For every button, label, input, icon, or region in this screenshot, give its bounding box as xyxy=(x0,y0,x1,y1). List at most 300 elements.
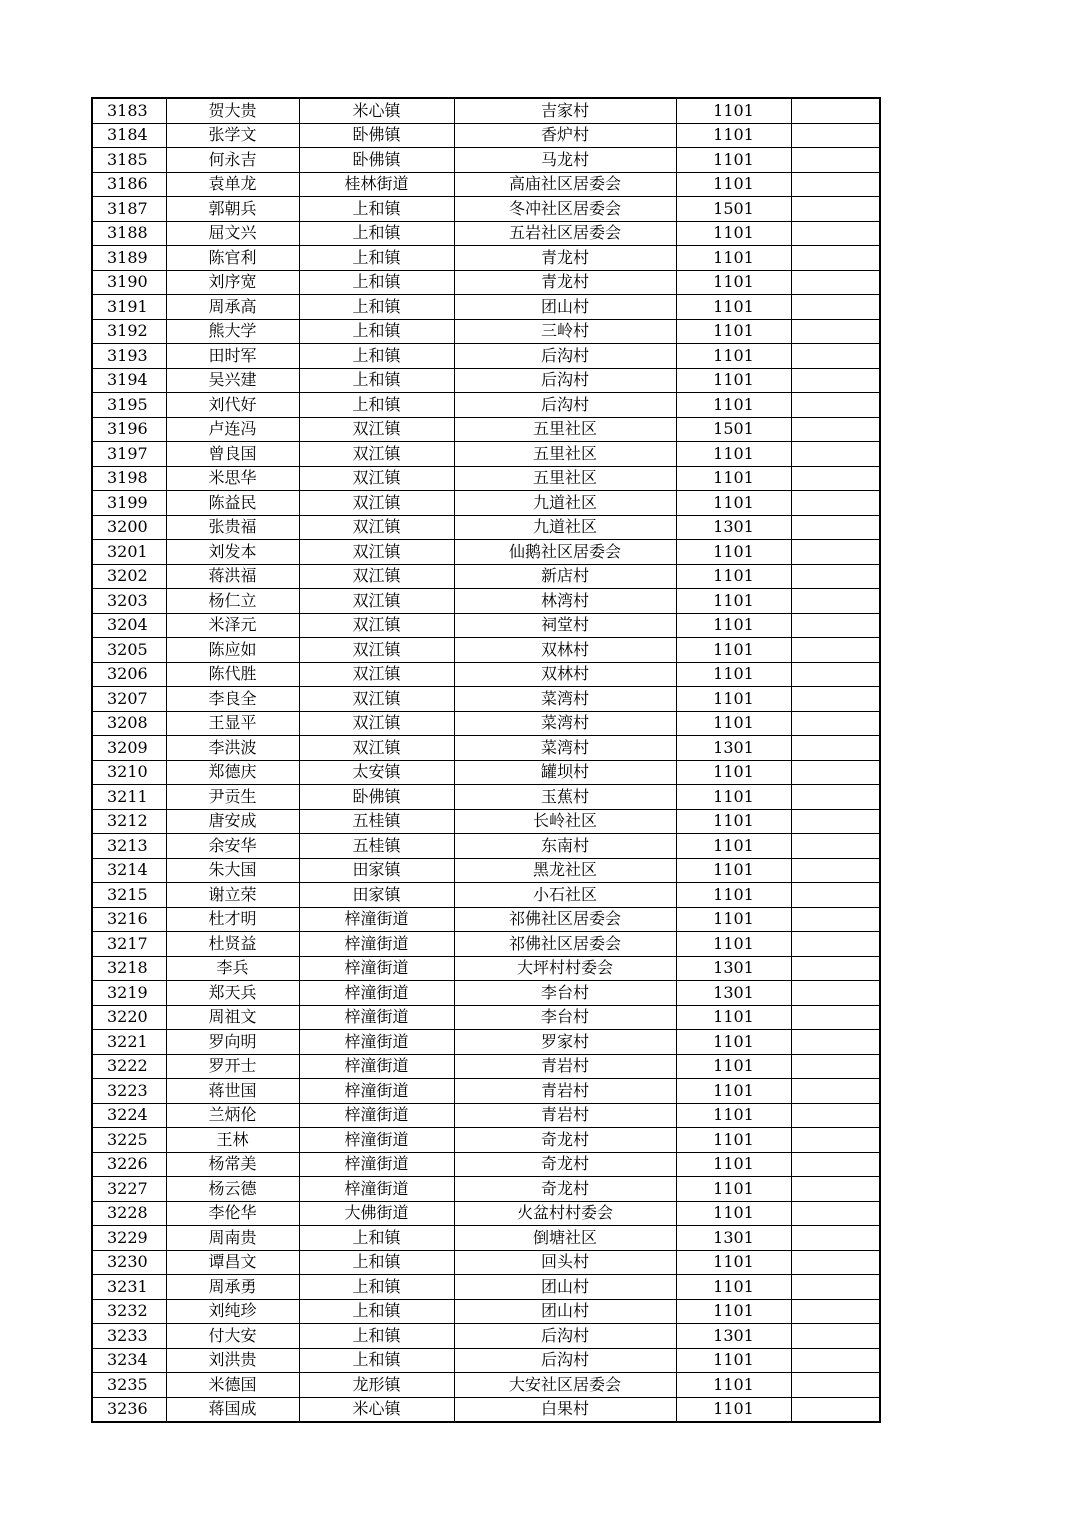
remark-cell xyxy=(791,1324,880,1349)
village-cell: 双林村 xyxy=(454,638,676,663)
village-cell: 后沟村 xyxy=(454,1348,676,1373)
code-cell: 1101 xyxy=(676,319,791,344)
table-row xyxy=(92,956,880,981)
remark-cell xyxy=(791,98,880,123)
code-cell: 1101 xyxy=(676,1299,791,1324)
table-row xyxy=(92,295,880,320)
village-cell: 青岩村 xyxy=(454,1079,676,1104)
person-name-cell: 吴兴建 xyxy=(166,368,299,393)
village-cell: 马龙村 xyxy=(454,148,676,173)
person-name-cell: 张贵福 xyxy=(166,515,299,540)
table-row xyxy=(92,858,880,883)
remark-cell xyxy=(791,295,880,320)
town-cell: 梓潼街道 xyxy=(299,1005,454,1030)
person-name-cell: 唐安成 xyxy=(166,809,299,834)
town-cell: 双江镇 xyxy=(299,589,454,614)
remark-cell xyxy=(791,662,880,687)
person-name-cell: 李伦华 xyxy=(166,1201,299,1226)
record-number-cell: 3223 xyxy=(92,1079,166,1104)
remark-cell xyxy=(791,736,880,761)
person-name-cell: 谭昌文 xyxy=(166,1250,299,1275)
code-cell: 1101 xyxy=(676,540,791,565)
code-cell: 1101 xyxy=(676,589,791,614)
remark-cell xyxy=(791,123,880,148)
remark-cell xyxy=(791,540,880,565)
town-cell: 双江镇 xyxy=(299,564,454,589)
person-name-cell: 米思华 xyxy=(166,466,299,491)
record-number-cell: 3220 xyxy=(92,1005,166,1030)
village-cell: 九道社区 xyxy=(454,491,676,516)
code-cell: 1101 xyxy=(676,1177,791,1202)
table-row xyxy=(92,148,880,173)
person-name-cell: 周承勇 xyxy=(166,1275,299,1300)
village-cell: 祠堂村 xyxy=(454,613,676,638)
remark-cell xyxy=(791,1177,880,1202)
person-name-cell: 蒋世国 xyxy=(166,1079,299,1104)
town-cell: 米心镇 xyxy=(299,1397,454,1422)
village-cell: 五岩社区居委会 xyxy=(454,221,676,246)
code-cell: 1301 xyxy=(676,956,791,981)
town-cell: 梓潼街道 xyxy=(299,1030,454,1055)
table-row xyxy=(92,1250,880,1275)
table-row xyxy=(92,466,880,491)
code-cell: 1101 xyxy=(676,221,791,246)
person-name-cell: 郭朝兵 xyxy=(166,197,299,222)
town-cell: 上和镇 xyxy=(299,1250,454,1275)
table-row xyxy=(92,662,880,687)
village-cell: 林湾村 xyxy=(454,589,676,614)
record-number-cell: 3226 xyxy=(92,1152,166,1177)
remark-cell xyxy=(791,172,880,197)
table-row xyxy=(92,1005,880,1030)
town-cell: 梓潼街道 xyxy=(299,907,454,932)
town-cell: 上和镇 xyxy=(299,1348,454,1373)
remark-cell xyxy=(791,1103,880,1128)
code-cell: 1101 xyxy=(676,760,791,785)
village-cell: 李台村 xyxy=(454,1005,676,1030)
remark-cell xyxy=(791,466,880,491)
code-cell: 1101 xyxy=(676,1348,791,1373)
person-name-cell: 蒋洪福 xyxy=(166,564,299,589)
remark-cell xyxy=(791,687,880,712)
village-cell: 五里社区 xyxy=(454,417,676,442)
code-cell: 1101 xyxy=(676,393,791,418)
table-row xyxy=(92,809,880,834)
code-cell: 1101 xyxy=(676,858,791,883)
table-row xyxy=(92,172,880,197)
remark-cell xyxy=(791,246,880,271)
village-cell: 后沟村 xyxy=(454,1324,676,1349)
table-row xyxy=(92,1348,880,1373)
remark-cell xyxy=(791,221,880,246)
table-row xyxy=(92,1299,880,1324)
table-row xyxy=(92,638,880,663)
town-cell: 五桂镇 xyxy=(299,834,454,859)
town-cell: 梓潼街道 xyxy=(299,1103,454,1128)
remark-cell xyxy=(791,442,880,467)
remark-cell xyxy=(791,760,880,785)
record-number-cell: 3224 xyxy=(92,1103,166,1128)
village-cell: 青岩村 xyxy=(454,1103,676,1128)
table-row xyxy=(92,932,880,957)
record-number-cell: 3214 xyxy=(92,858,166,883)
record-number-cell: 3225 xyxy=(92,1128,166,1153)
town-cell: 双江镇 xyxy=(299,711,454,736)
village-cell: 罐坝村 xyxy=(454,760,676,785)
record-number-cell: 3219 xyxy=(92,981,166,1006)
record-number-cell: 3209 xyxy=(92,736,166,761)
person-name-cell: 陈官利 xyxy=(166,246,299,271)
town-cell: 双江镇 xyxy=(299,540,454,565)
person-name-cell: 刘纯珍 xyxy=(166,1299,299,1324)
code-cell: 1101 xyxy=(676,785,791,810)
record-number-cell: 3218 xyxy=(92,956,166,981)
person-name-cell: 李兵 xyxy=(166,956,299,981)
code-cell: 1101 xyxy=(676,883,791,908)
record-number-cell: 3206 xyxy=(92,662,166,687)
code-cell: 1101 xyxy=(676,809,791,834)
record-number-cell: 3192 xyxy=(92,319,166,344)
remark-cell xyxy=(791,956,880,981)
town-cell: 双江镇 xyxy=(299,687,454,712)
person-name-cell: 王林 xyxy=(166,1128,299,1153)
record-number-cell: 3215 xyxy=(92,883,166,908)
person-name-cell: 李良全 xyxy=(166,687,299,712)
person-name-cell: 周祖文 xyxy=(166,1005,299,1030)
town-cell: 双江镇 xyxy=(299,736,454,761)
remark-cell xyxy=(791,1005,880,1030)
record-number-cell: 3233 xyxy=(92,1324,166,1349)
remark-cell xyxy=(791,858,880,883)
person-name-cell: 刘代好 xyxy=(166,393,299,418)
person-name-cell: 贺大贵 xyxy=(166,98,299,123)
village-cell: 双林村 xyxy=(454,662,676,687)
code-cell: 1501 xyxy=(676,417,791,442)
remark-cell xyxy=(791,638,880,663)
remark-cell xyxy=(791,1348,880,1373)
village-cell: 倒塘社区 xyxy=(454,1226,676,1251)
town-cell: 太安镇 xyxy=(299,760,454,785)
remark-cell xyxy=(791,883,880,908)
village-cell: 五里社区 xyxy=(454,466,676,491)
village-cell: 青龙村 xyxy=(454,246,676,271)
code-cell: 1101 xyxy=(676,932,791,957)
town-cell: 梓潼街道 xyxy=(299,1177,454,1202)
person-name-cell: 米泽元 xyxy=(166,613,299,638)
person-name-cell: 熊大学 xyxy=(166,319,299,344)
code-cell: 1101 xyxy=(676,466,791,491)
code-cell: 1101 xyxy=(676,1397,791,1422)
person-name-cell: 蒋国成 xyxy=(166,1397,299,1422)
table-row xyxy=(92,1226,880,1251)
table-row xyxy=(92,123,880,148)
town-cell: 田家镇 xyxy=(299,858,454,883)
village-cell: 奇龙村 xyxy=(454,1128,676,1153)
code-cell: 1101 xyxy=(676,295,791,320)
village-cell: 小石社区 xyxy=(454,883,676,908)
record-number-cell: 3195 xyxy=(92,393,166,418)
table-row xyxy=(92,1201,880,1226)
village-cell: 菜湾村 xyxy=(454,687,676,712)
record-number-cell: 3187 xyxy=(92,197,166,222)
person-name-cell: 杨仁立 xyxy=(166,589,299,614)
code-cell: 1301 xyxy=(676,515,791,540)
code-cell: 1101 xyxy=(676,123,791,148)
town-cell: 卧佛镇 xyxy=(299,148,454,173)
village-cell: 菜湾村 xyxy=(454,736,676,761)
code-cell: 1101 xyxy=(676,1103,791,1128)
village-cell: 大坪村村委会 xyxy=(454,956,676,981)
code-cell: 1301 xyxy=(676,1324,791,1349)
town-cell: 上和镇 xyxy=(299,344,454,369)
village-cell: 后沟村 xyxy=(454,344,676,369)
record-number-cell: 3201 xyxy=(92,540,166,565)
code-cell: 1301 xyxy=(676,1226,791,1251)
table-row xyxy=(92,907,880,932)
code-cell: 1101 xyxy=(676,1201,791,1226)
table-row xyxy=(92,1128,880,1153)
person-name-cell: 王显平 xyxy=(166,711,299,736)
remark-cell xyxy=(791,270,880,295)
record-number-cell: 3190 xyxy=(92,270,166,295)
village-cell: 仙鹅社区居委会 xyxy=(454,540,676,565)
remark-cell xyxy=(791,809,880,834)
record-number-cell: 3228 xyxy=(92,1201,166,1226)
code-cell: 1101 xyxy=(676,246,791,271)
code-cell: 1101 xyxy=(676,662,791,687)
record-number-cell: 3235 xyxy=(92,1373,166,1398)
village-cell: 青龙村 xyxy=(454,270,676,295)
table-row xyxy=(92,1103,880,1128)
code-cell: 1101 xyxy=(676,368,791,393)
town-cell: 梓潼街道 xyxy=(299,932,454,957)
record-number-cell: 3186 xyxy=(92,172,166,197)
remark-cell xyxy=(791,319,880,344)
table-row xyxy=(92,760,880,785)
code-cell: 1101 xyxy=(676,1250,791,1275)
record-number-cell: 3217 xyxy=(92,932,166,957)
person-name-cell: 罗开士 xyxy=(166,1054,299,1079)
record-number-cell: 3232 xyxy=(92,1299,166,1324)
person-name-cell: 杜才明 xyxy=(166,907,299,932)
person-name-cell: 朱大国 xyxy=(166,858,299,883)
table-row xyxy=(92,270,880,295)
code-cell: 1101 xyxy=(676,1128,791,1153)
table-row xyxy=(92,417,880,442)
record-number-cell: 3196 xyxy=(92,417,166,442)
table-row xyxy=(92,246,880,271)
person-name-cell: 杜贤益 xyxy=(166,932,299,957)
table-body xyxy=(92,98,880,1422)
code-cell: 1101 xyxy=(676,344,791,369)
record-number-cell: 3213 xyxy=(92,834,166,859)
person-name-cell: 余安华 xyxy=(166,834,299,859)
code-cell: 1101 xyxy=(676,1005,791,1030)
village-cell: 团山村 xyxy=(454,1275,676,1300)
remark-cell xyxy=(791,1079,880,1104)
town-cell: 上和镇 xyxy=(299,393,454,418)
record-number-cell: 3188 xyxy=(92,221,166,246)
remark-cell xyxy=(791,613,880,638)
code-cell: 1101 xyxy=(676,1054,791,1079)
record-number-cell: 3207 xyxy=(92,687,166,712)
record-number-cell: 3185 xyxy=(92,148,166,173)
record-number-cell: 3210 xyxy=(92,760,166,785)
town-cell: 梓潼街道 xyxy=(299,1079,454,1104)
town-cell: 双江镇 xyxy=(299,442,454,467)
person-name-cell: 曾良国 xyxy=(166,442,299,467)
record-number-cell: 3183 xyxy=(92,98,166,123)
record-number-cell: 3199 xyxy=(92,491,166,516)
record-number-cell: 3202 xyxy=(92,564,166,589)
table-row xyxy=(92,1030,880,1055)
record-number-cell: 3231 xyxy=(92,1275,166,1300)
village-cell: 玉蕉村 xyxy=(454,785,676,810)
village-cell: 祁佛社区居委会 xyxy=(454,907,676,932)
person-name-cell: 卢连冯 xyxy=(166,417,299,442)
table-row xyxy=(92,1397,880,1422)
town-cell: 五桂镇 xyxy=(299,809,454,834)
remark-cell xyxy=(791,368,880,393)
village-cell: 回头村 xyxy=(454,1250,676,1275)
table-row xyxy=(92,442,880,467)
village-cell: 高庙社区居委会 xyxy=(454,172,676,197)
table-row xyxy=(92,1324,880,1349)
person-name-cell: 罗向明 xyxy=(166,1030,299,1055)
record-number-cell: 3221 xyxy=(92,1030,166,1055)
person-name-cell: 米德国 xyxy=(166,1373,299,1398)
town-cell: 梓潼街道 xyxy=(299,1128,454,1153)
person-name-cell: 杨常美 xyxy=(166,1152,299,1177)
town-cell: 卧佛镇 xyxy=(299,785,454,810)
table-row xyxy=(92,883,880,908)
town-cell: 上和镇 xyxy=(299,1275,454,1300)
remark-cell xyxy=(791,1299,880,1324)
record-number-cell: 3204 xyxy=(92,613,166,638)
table-row xyxy=(92,1275,880,1300)
record-number-cell: 3234 xyxy=(92,1348,166,1373)
remark-cell xyxy=(791,907,880,932)
table-row xyxy=(92,491,880,516)
code-cell: 1101 xyxy=(676,172,791,197)
record-number-cell: 3184 xyxy=(92,123,166,148)
record-number-cell: 3216 xyxy=(92,907,166,932)
record-number-cell: 3227 xyxy=(92,1177,166,1202)
village-cell: 白果村 xyxy=(454,1397,676,1422)
town-cell: 梓潼街道 xyxy=(299,956,454,981)
data-table xyxy=(91,97,881,1423)
remark-cell xyxy=(791,1275,880,1300)
remark-cell xyxy=(791,1373,880,1398)
village-cell: 火盆村村委会 xyxy=(454,1201,676,1226)
code-cell: 1101 xyxy=(676,834,791,859)
person-name-cell: 袁单龙 xyxy=(166,172,299,197)
record-number-cell: 3203 xyxy=(92,589,166,614)
town-cell: 上和镇 xyxy=(299,246,454,271)
remark-cell xyxy=(791,589,880,614)
village-cell: 奇龙村 xyxy=(454,1152,676,1177)
town-cell: 卧佛镇 xyxy=(299,123,454,148)
table-row xyxy=(92,711,880,736)
remark-cell xyxy=(791,491,880,516)
village-cell: 黑龙社区 xyxy=(454,858,676,883)
table-row xyxy=(92,319,880,344)
town-cell: 梓潼街道 xyxy=(299,1054,454,1079)
table-row xyxy=(92,564,880,589)
code-cell: 1101 xyxy=(676,491,791,516)
person-name-cell: 尹贡生 xyxy=(166,785,299,810)
remark-cell xyxy=(791,932,880,957)
person-name-cell: 杨云德 xyxy=(166,1177,299,1202)
town-cell: 上和镇 xyxy=(299,368,454,393)
village-cell: 五里社区 xyxy=(454,442,676,467)
table-row xyxy=(92,1152,880,1177)
table-row xyxy=(92,197,880,222)
person-name-cell: 李洪波 xyxy=(166,736,299,761)
record-number-cell: 3212 xyxy=(92,809,166,834)
town-cell: 双江镇 xyxy=(299,662,454,687)
person-name-cell: 何永吉 xyxy=(166,148,299,173)
town-cell: 上和镇 xyxy=(299,295,454,320)
village-cell: 奇龙村 xyxy=(454,1177,676,1202)
person-name-cell: 刘洪贵 xyxy=(166,1348,299,1373)
village-cell: 罗家村 xyxy=(454,1030,676,1055)
code-cell: 1101 xyxy=(676,98,791,123)
table-row xyxy=(92,1054,880,1079)
person-name-cell: 付大安 xyxy=(166,1324,299,1349)
record-number-cell: 3193 xyxy=(92,344,166,369)
record-number-cell: 3222 xyxy=(92,1054,166,1079)
table-row xyxy=(92,785,880,810)
record-number-cell: 3208 xyxy=(92,711,166,736)
village-cell: 李台村 xyxy=(454,981,676,1006)
village-cell: 三岭村 xyxy=(454,319,676,344)
person-name-cell: 屈文兴 xyxy=(166,221,299,246)
table-row xyxy=(92,981,880,1006)
remark-cell xyxy=(791,1054,880,1079)
code-cell: 1101 xyxy=(676,1275,791,1300)
person-name-cell: 刘序宽 xyxy=(166,270,299,295)
remark-cell xyxy=(791,197,880,222)
village-cell: 团山村 xyxy=(454,295,676,320)
table-row xyxy=(92,221,880,246)
village-cell: 菜湾村 xyxy=(454,711,676,736)
person-name-cell: 陈代胜 xyxy=(166,662,299,687)
town-cell: 上和镇 xyxy=(299,1299,454,1324)
town-cell: 大佛街道 xyxy=(299,1201,454,1226)
remark-cell xyxy=(791,1030,880,1055)
village-cell: 香炉村 xyxy=(454,123,676,148)
remark-cell xyxy=(791,785,880,810)
town-cell: 双江镇 xyxy=(299,638,454,663)
table-row xyxy=(92,515,880,540)
remark-cell xyxy=(791,1201,880,1226)
person-name-cell: 郑德庆 xyxy=(166,760,299,785)
person-name-cell: 陈应如 xyxy=(166,638,299,663)
village-cell: 团山村 xyxy=(454,1299,676,1324)
town-cell: 梓潼街道 xyxy=(299,981,454,1006)
town-cell: 上和镇 xyxy=(299,197,454,222)
remark-cell xyxy=(791,515,880,540)
record-number-cell: 3236 xyxy=(92,1397,166,1422)
table-row xyxy=(92,98,880,123)
code-cell: 1301 xyxy=(676,981,791,1006)
village-cell: 大安社区居委会 xyxy=(454,1373,676,1398)
code-cell: 1101 xyxy=(676,1152,791,1177)
town-cell: 双江镇 xyxy=(299,515,454,540)
code-cell: 1101 xyxy=(676,1373,791,1398)
person-name-cell: 谢立荣 xyxy=(166,883,299,908)
